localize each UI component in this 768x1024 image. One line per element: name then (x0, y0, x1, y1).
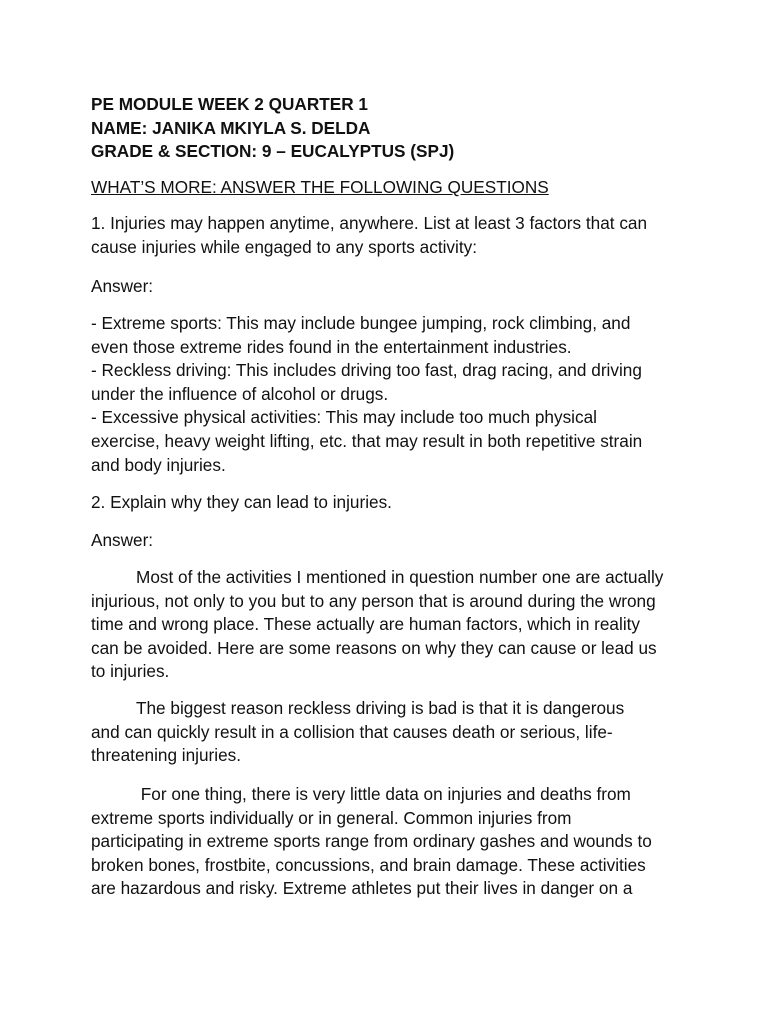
paragraph-line: are hazardous and risky. Extreme athletes put their lives in danger on a (91, 878, 633, 899)
answer-2-paragraph-3 (91, 783, 691, 901)
paragraph-line: For one thing, there is very little data on injuries and deaths from (136, 784, 631, 804)
question-1 (91, 212, 691, 259)
question-1-line: 1. Injuries may happen anytime, anywhere. List at least 3 factors that can (91, 213, 648, 233)
paragraph-line: extreme sports individually or in general. Common injuries from (91, 807, 572, 828)
answer-label-2-block (91, 529, 691, 553)
answer-2-paragraph-2 (91, 697, 691, 768)
question-1-line: cause injuries while engaged to any sports activity: (91, 236, 477, 257)
paragraph-line: Most of the activities I mentioned in question number one are actually (136, 567, 664, 587)
answer-1-line: exercise, heavy weight lifting, etc. that may result in both repetitive strain (91, 430, 643, 451)
paragraph-line: to injuries. (91, 661, 170, 682)
grade-section: GRADE & SECTION: 9 – EUCALYPTUS (SPJ) (91, 141, 455, 162)
answer-1-line: under the influence of alcohol or drugs. (91, 383, 389, 404)
student-name: NAME: JANIKA MKIYLA S. DELDA (91, 117, 371, 138)
paragraph-line: time and wrong place. These actually are human factors, which in reality (91, 614, 641, 635)
paragraph-line: and can quickly result in a collision that causes death or serious, life- (91, 721, 613, 742)
answer-1-line: even those extreme rides found in the entertainment industries. (91, 336, 572, 357)
paragraph-line: can be avoided. Here are some reasons on why they can cause or lead us (91, 637, 657, 658)
answer-label-1: Answer: (91, 276, 154, 296)
answer-label-1-block (91, 275, 691, 299)
paragraph-line: threatening injuries. (91, 745, 242, 766)
document-header (91, 93, 691, 164)
module-title: PE MODULE WEEK 2 QUARTER 1 (91, 94, 368, 114)
answer-1-line: - Extreme sports: This may include bungee jumping, rock climbing, and (91, 313, 631, 333)
answer-2-paragraph-1 (91, 566, 691, 684)
question-2 (91, 491, 691, 515)
paragraph-line: participating in extreme sports range from ordinary gashes and wounds to (91, 831, 652, 852)
answer-1-line: and body injuries. (91, 454, 226, 475)
answer-1-line: - Excessive physical activities: This may include too much physical (91, 407, 597, 428)
answer-label-2: Answer: (91, 530, 154, 550)
section-heading: WHAT’S MORE: ANSWER THE FOLLOWING QUESTIONS (91, 177, 549, 197)
answer-1-line: - Reckless driving: This includes driving too fast, drag racing, and driving (91, 360, 642, 381)
paragraph-line: The biggest reason reckless driving is bad is that it is dangerous (136, 698, 625, 718)
paragraph-line: broken bones, frostbite, concussions, and brain damage. These activities (91, 854, 646, 875)
section-heading-block (91, 176, 691, 200)
paragraph-line: injurious, not only to you but to any person that is around during the wrong (91, 590, 656, 611)
question-2-text: 2. Explain why they can lead to injuries. (91, 492, 392, 512)
answer-1 (91, 312, 691, 477)
